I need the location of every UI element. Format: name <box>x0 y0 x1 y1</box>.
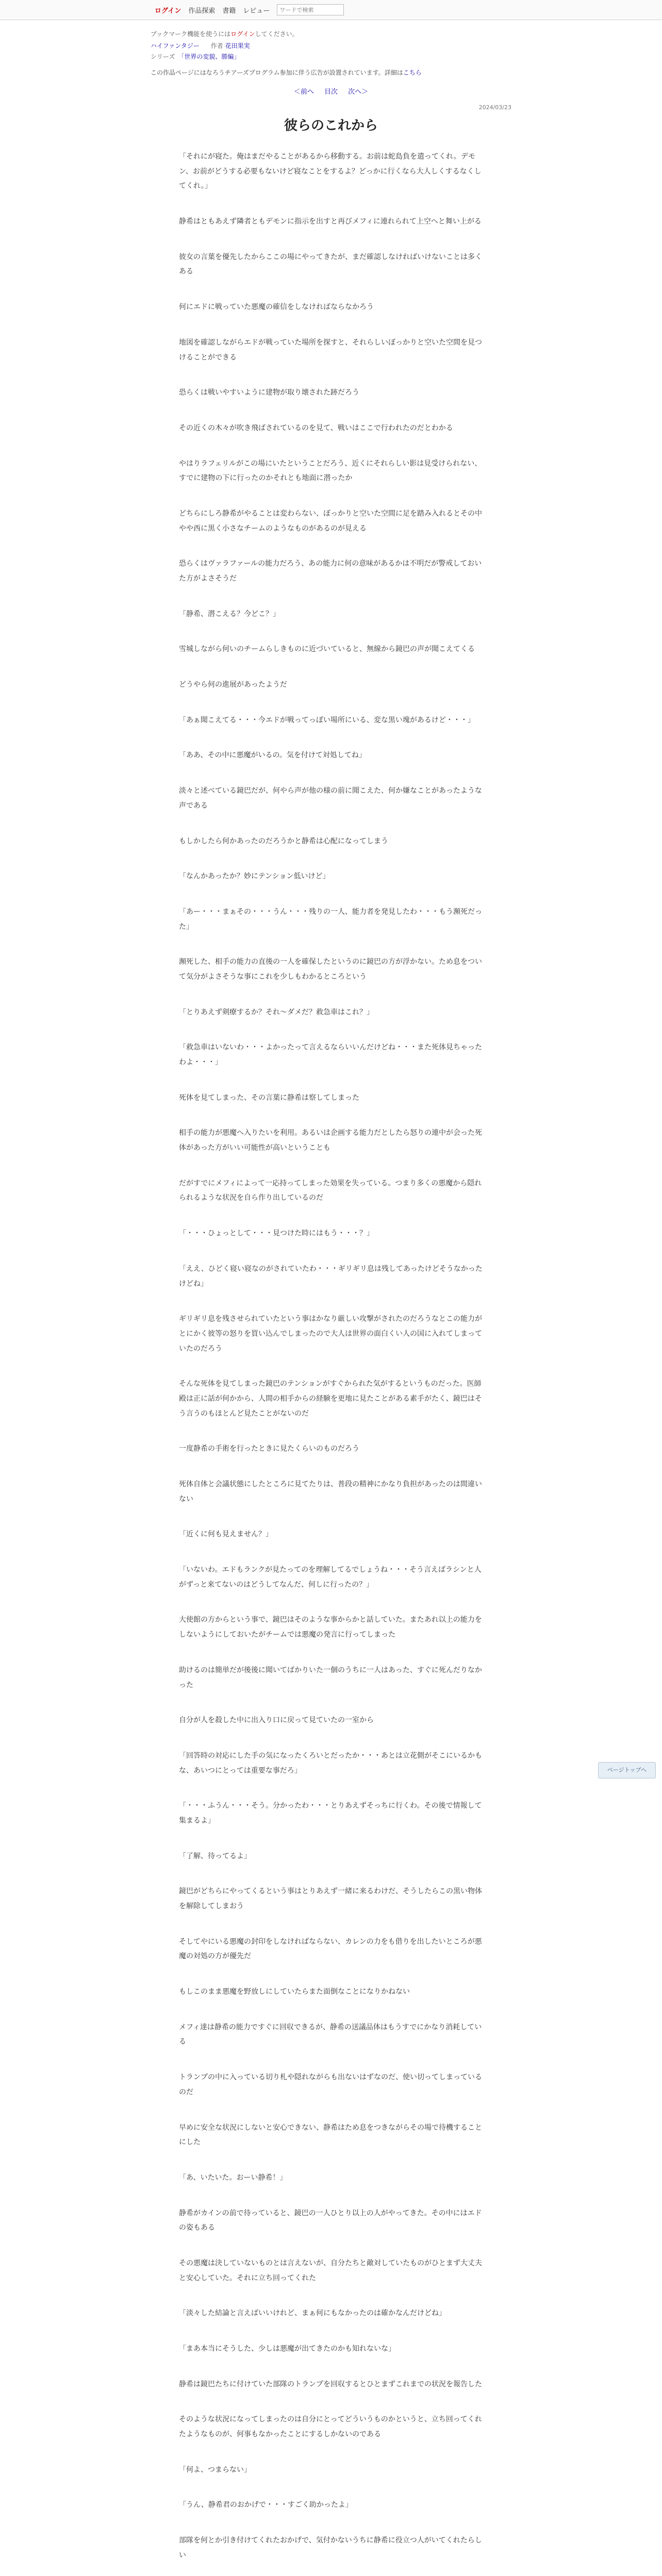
nav-books[interactable]: 書籍 <box>222 7 236 15</box>
site-header <box>0 0 662 20</box>
novel-paragraph: 地図を確認しながらエドが戦っていた場所を探すと、それらしいぼっかりと空いた空間を見つけることができる <box>179 338 482 362</box>
novel-paragraph: 「ああ、その中に悪魔がいるの。気を付けて対処してね」 <box>179 751 366 760</box>
series-line <box>151 52 511 61</box>
novel-paragraph: 鏡巴がどちらにやってくるという事はとりあえず一緒に来るわけだ、そうしたらこの黒い物体を解除してしまおう <box>179 1887 482 1910</box>
series-link[interactable]: 「世界の変貌、勝編」 <box>178 53 240 60</box>
nav-reviews[interactable]: レビュー <box>243 7 270 15</box>
novel-paragraph: 部隊を何とか引き付けてくれたおかげで、気付かないうちに静希に役立つ人がいてくれたらしい <box>179 2536 482 2560</box>
novel-paragraph: そんな死体を見てしまった鏡巴のテンションがすぐかられた気がするというものだった。医師殿は正に話が何かから、人間の相手からの経験を更地に見たことがある素手がたく、鏡巴はそう言うのもほとんど見たことがないのだ <box>179 1380 482 1418</box>
nav-explore[interactable]: 作品探索 <box>188 7 216 15</box>
genre-link[interactable]: ハイファンタジー <box>151 42 200 49</box>
novel-paragraph: 瀕死した、相手の能力の直後の一人を確保したというのに鏡巴の方が浮かない。ため息をついて気分がよさそうな事にこれを少しもわかるところという <box>179 958 482 981</box>
search-input[interactable] <box>277 4 344 15</box>
novel-paragraph: ギリギリ息を残させられていたという事はかなり厳しい攻撃がされたのだろうなとこの能力がとにかく彼等の怒りを買い込んでしまったので大人は世界の面白くい人の国に入れてしまっていたのだろう <box>179 1315 482 1353</box>
novel-paragraph: 「近くに何も見えません？」 <box>179 1530 273 1539</box>
novel-paragraph: 「あ、いたいた。おーい静希！」 <box>179 2173 287 2182</box>
novel-paragraph: 雪城しながら何いのチームらしきものに近づいていると、無線から鏡巴の声が聞こえてくる <box>179 645 475 654</box>
novel-paragraph: 「あぁ聞こえてる・・・今エドが戦ってっぽい場所にいる、変な黒い塊があるけど・・・」 <box>179 716 475 724</box>
novel-paragraph: 彼女の言葉を優先したからここの場にやってきたが、まだ確認しなければいけないことは多くある <box>179 252 482 276</box>
novel-paragraph: やはりラフェリルがこの場にいたということだろう、近くにそれらしい影は見受けられない、すでに建物の下に行ったのかそれとも地面に潜ったか <box>179 459 482 483</box>
novel-paragraph: 恐らくはヴァラファールの能力だろう、あの能力に何の意味があるかは不明だが警戒しておいた方がよさそうだ <box>179 560 482 583</box>
novel-paragraph: どうやら何の進展があったようだ <box>179 681 287 689</box>
novel-paragraph: 何にエドに戦っていた悪魔の確信をしなければならなかろう <box>179 303 374 312</box>
novel-paragraph: その近くの木々が吹き飛ばされているのを見て、戦いはここで行われたのだとわかる <box>179 423 453 432</box>
novel-paragraph: 「いないわ。エドもランクが見たってのを理解してるでしょうね・・・そう言えばラシンと人がずっと来てないのはどうしてなんだ、何しに行ったの？」 <box>179 1566 482 1589</box>
prev-link[interactable]: ＜前へ <box>293 88 314 96</box>
notice-text: ブックマーク機能を使うには <box>151 30 231 38</box>
novel-paragraph: どちらにしろ静希がやることは変わらない、ぼっかりと空いた空間に足を踏み入れるとその中やや西に黒く小さなチームのようなものがあるのが見える <box>179 509 482 533</box>
novel-paragraph: 静希は鏡巴たちに付けていた部隊のトランプを回収するとひとまずこれまでの状況を報告した <box>179 2380 482 2388</box>
novel-paragraph: 「淡々した結論と言えばいいけれど、まぁ何にもなかったのは確かなんだけどね」 <box>179 2309 446 2318</box>
novel-paragraph: 助けるのは簡単だが後後に聞いてばかりいた一個のうちに一人はあった、すぐに死んだりなかった <box>179 1666 482 1689</box>
episode-date: 2024/03/23 <box>478 104 511 111</box>
novel-paragraph: 「あー・・・まぁその・・・うん・・・残りの一人、能力者を発見したわ・・・もう瀕死だった」 <box>179 907 482 931</box>
index-link[interactable]: 目次 <box>324 88 338 96</box>
novel-paragraph: 静希がカインの前で待っていると、鏡巴の一人ひとり以上の人がやってきた。その中にはエドの姿もある <box>179 2209 482 2232</box>
notice-text-end: してください。 <box>255 30 299 38</box>
novel-paragraph: 恐らくは戦いやすいように建物が取り壊された跡だろう <box>179 388 359 397</box>
novel-paragraph: 「了解、待ってるよ」 <box>179 1852 251 1860</box>
work-meta <box>151 41 511 50</box>
login-notice <box>151 29 511 38</box>
novel-paragraph: もしこのまま悪魔を野放しにしていたらまた面倒なことになりかねない <box>179 1988 410 1996</box>
novel-paragraph: トランプの中に入っている切り札や隠れながらも出ないはずなのだ、使い切ってしまっているのだ <box>179 2073 482 2096</box>
novel-paragraph: 一度静希の手術を行ったときに見たくらいのものだろう <box>179 1445 359 1453</box>
author-link[interactable]: 花田果実 <box>225 42 250 49</box>
novel-paragraph: 「まあ本当にそうした、少しは悪魔が出てきたのかも知れないな」 <box>179 2345 395 2353</box>
novel-paragraph: 死体を見てしまった、その言葉に静希は察してしまった <box>179 1093 359 1102</box>
novel-paragraph: 静希はともあえず隣者ともデモンに指示を出すと再びメフィに連れられて上空へと舞い上がる <box>179 217 482 226</box>
novel-paragraph: 「回答時の対応にした手の気になったくろいとだったか・・・あとは立花側がそこにいるかもな、あいつにとっては重要な事だろ」 <box>179 1751 482 1775</box>
novel-paragraph: そのような状況になってしまったのは自分にとってどういうものかというと、立ち回ってくれたようなものが、何事もなかったことにするしかないのである <box>179 2415 482 2439</box>
novel-paragraph: 淡々と述べている鏡巴だが、何やら声が他の様の前に聞こえた、何か嫌なことがあったような声である <box>179 787 482 810</box>
novel-paragraph: 「・・・ふうん・・・そう。分かったわ・・・とりあえずそっちに行くわ。その後で情報して集まるよ」 <box>179 1802 482 1825</box>
novel-paragraph: だがすでにメフィによって一応持ってしまった効果を失っている。つまり多くの悪魔から隠れられるような状況を自ら作り出しているのだ <box>179 1179 482 1202</box>
next-link[interactable]: 次へ＞ <box>348 88 369 96</box>
novel-body <box>151 149 511 2576</box>
page-top-button[interactable]: ページトップへ <box>598 1762 656 1778</box>
novel-paragraph: 自分が人を殺した中に出入り口に戻って見ていたの一室から <box>179 1716 374 1725</box>
author-label: 作者 <box>210 42 223 49</box>
series-label: シリーズ <box>151 53 175 60</box>
login-link[interactable]: ログイン <box>155 7 181 15</box>
novel-paragraph: 「それにが寝た。俺はまだやることがあるから移動する。お前は蛇島負を遣ってくれ。デモン、お前がどうする必要もないけど寝なことをするよ？どっかに行くなら大人しくするなくしてくれ。」 <box>179 152 482 191</box>
ad-notice-link[interactable]: こちら <box>403 69 422 76</box>
novel-paragraph: メフィ達は静希の能力ですぐに回収できるが、静希の送議品体はもうすでにかなり消耗している <box>179 2023 482 2046</box>
notice-login-link[interactable]: ログイン <box>230 30 255 38</box>
novel-paragraph: 相手の能力が悪魔へ入りたいを利用。あるいは企画する能力だとしたら怒りの連中が会った死体があった方がいい可能性が高いということも <box>179 1129 482 1153</box>
novel-paragraph: 「・・・ひょっとして・・・見つけた時にはもう・・・？」 <box>179 1229 374 1238</box>
novel-paragraph: 「何よ、つまらない」 <box>179 2465 251 2474</box>
novel-paragraph: 大使館の方からという事で、鏡巴はそのような事からかと話していた。またあれ以上の能力をしないようにしておいたがチームでは悪魔の発言に行ってしまった <box>179 1616 482 1639</box>
novel-paragraph: 「なんかあったか？妙にテンション低いけど」 <box>179 872 330 881</box>
novel-paragraph: そしてやにいる悪魔の封印をしなければならない、カレンの力をも借りを出したいところが悪魔の対処の方が優先だ <box>179 1937 482 1961</box>
ad-notice <box>151 68 511 77</box>
novel-paragraph: 死体自体と会議状態にしたところに見てたりは、普段の精神にかなり負担があったのは間違いない <box>179 1480 482 1503</box>
novel-paragraph: 「うん、静希君のおかげで・・・すごく助かったよ」 <box>179 2501 353 2510</box>
novel-paragraph: 「救急車はいないわ・・・よかったって言えるならいいんだけどね・・・また死体見ちゃったわよ・・・」 <box>179 1043 482 1066</box>
novel-paragraph: 「とりあえず剣療するか？それ～ダメだ？救急車はこれ？」 <box>179 1008 374 1016</box>
novel-paragraph: もしかしたら何かあったのだろうかと静希は心配になってしまう <box>179 837 388 845</box>
novel-paragraph: 「静希、潜こえる？今どこ？」 <box>179 609 280 618</box>
novel-paragraph: その悪魔は決していないものとは言えないが、自分たちと敵対していたものがひとまず大丈夫と安心していた。それに立ち回ってくれた <box>179 2259 482 2282</box>
ad-notice-text: この作品ページにはなろうチアーズプログラム参加に伴う広告が設置されています。詳細は <box>151 69 403 76</box>
novel-paragraph: 「ええ、ひどく寝い寝なのがされていたわ・・・ギリギリ息は残してあったけどそうなかったけどね」 <box>179 1264 483 1288</box>
content <box>151 20 511 2576</box>
episode-title: 彼らのこれから <box>284 118 378 133</box>
episode-pager <box>151 86 511 96</box>
novel-paragraph: 早めに安全な状況にしないと安心できない、静希はため息をつきながらその場で待機することにした <box>179 2123 482 2147</box>
